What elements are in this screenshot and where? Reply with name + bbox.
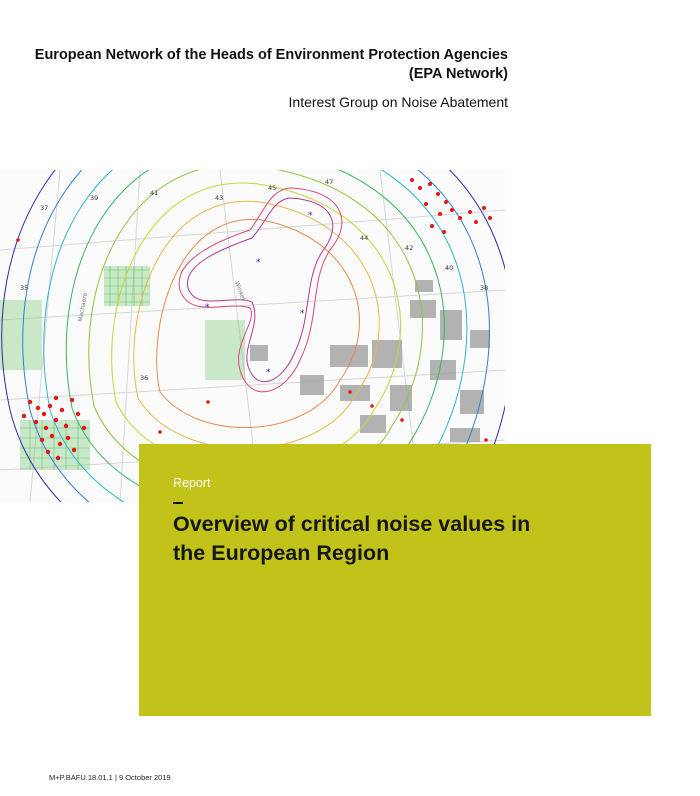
svg-text:47: 47	[325, 178, 334, 186]
report-cover-panel	[139, 444, 651, 716]
svg-text:Machaere: Machaere	[77, 292, 90, 323]
document-reference: M+P.BAFU.18.01.1 | 9 October 2019	[49, 773, 171, 782]
report-title-line-1: Overview of critical noise values in	[173, 512, 531, 536]
report-title-line-2: the European Region	[173, 541, 390, 565]
label-divider	[173, 502, 183, 504]
svg-text:44: 44	[360, 234, 369, 242]
organization-title	[0, 46, 508, 84]
organization-abbreviation: (EPA Network)	[408, 66, 508, 82]
interest-group-subtitle: Interest Group on Noise Abatement	[288, 94, 508, 110]
svg-text:38: 38	[480, 284, 489, 292]
svg-text:*: *	[256, 258, 261, 268]
svg-text:41: 41	[150, 189, 159, 197]
svg-text:42: 42	[405, 244, 414, 252]
report-title	[173, 510, 633, 568]
svg-text:*: *	[300, 309, 305, 319]
svg-text:*: *	[266, 368, 271, 378]
svg-text:39: 39	[90, 194, 99, 202]
svg-text:36: 36	[140, 374, 149, 382]
report-type-label: Report	[173, 476, 211, 490]
svg-text:*: *	[205, 303, 210, 313]
svg-text:45: 45	[268, 184, 277, 192]
svg-text:43: 43	[215, 194, 224, 202]
svg-text:Winkel: Winkel	[233, 280, 247, 302]
svg-text:35: 35	[20, 284, 29, 292]
svg-text:37: 37	[40, 204, 49, 212]
organization-name: European Network of the Heads of Environment Protection Agencies	[34, 47, 508, 63]
svg-text:*: *	[308, 211, 313, 221]
svg-text:40: 40	[445, 264, 454, 272]
